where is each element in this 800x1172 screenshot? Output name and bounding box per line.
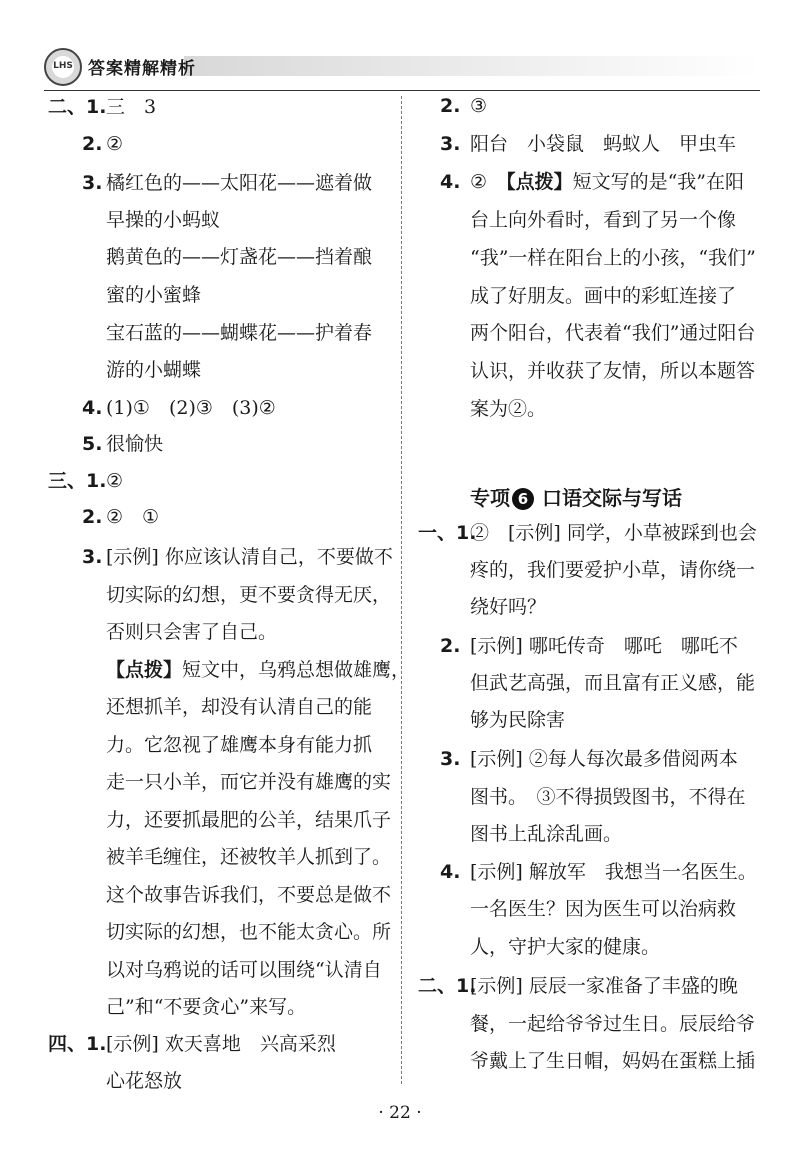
answer-text: ② — [470, 171, 488, 193]
answer-text: 短文中，乌鸦总想做雄鹰， — [182, 659, 411, 681]
question-number: 2. — [82, 506, 103, 528]
question-number: 3. — [440, 748, 461, 770]
page-number: · 22 · — [378, 1103, 422, 1123]
question-number: 3. — [440, 133, 461, 155]
answer-text: 橘红色的——太阳花——遮着做 — [106, 172, 373, 194]
answer-text: 游的小蝴蝶 — [106, 359, 202, 381]
answer-text: 案为②。 — [470, 398, 547, 420]
question-number: 2. — [440, 635, 461, 657]
header-title: 答案精解精析 — [88, 59, 196, 79]
answer-text: [示例] 你应该认清自己，不要做不 — [106, 546, 393, 568]
answer-text: 认识，并收获了友情，所以本题答 — [470, 360, 756, 382]
answer-text: 成了好朋友。画中的彩虹连接了 — [470, 285, 737, 307]
section-heading — [470, 482, 682, 511]
answer-text: 两个阳台，代表着“我们”通过阳台 — [470, 322, 756, 344]
header-band — [184, 56, 760, 76]
answer-text: ③ — [470, 95, 488, 117]
question-number: 3. — [82, 546, 103, 568]
answer-text: 这个故事告诉我们，不要总是做不 — [106, 884, 392, 906]
answer-text: 以对乌鸦说的话可以围绕“认清自 — [106, 959, 382, 981]
question-number: 4. — [82, 397, 103, 419]
question-number: 四、1. — [48, 1033, 107, 1055]
answer-text: ② — [106, 133, 124, 155]
answer-text: ② — [106, 470, 124, 492]
answer-text: 绕好吗？ — [470, 596, 547, 618]
answer-text: 否则只会害了自己。 — [106, 621, 278, 643]
question-number: 二、1. — [48, 96, 107, 118]
answer-text: 阳台 小袋鼠 蚂蚁人 甲虫车 — [470, 133, 737, 155]
answer-text: 力。它忽视了雄鹰本身有能力抓 — [106, 734, 373, 756]
answer-text: [示例] 解放军 我想当一名医生。 — [470, 861, 757, 883]
question-number: 3. — [82, 172, 103, 194]
answer-text: ② [示例] 同学，小草被踩到也会 — [470, 522, 757, 544]
answer-text: 鹅黄色的——灯盏花——挡着酿 — [106, 246, 373, 268]
answer-text: [示例] ②每人每次最多借阅两本 — [470, 748, 738, 770]
answer-text: 宝石蓝的——蝴蝶花——护着春 — [106, 322, 373, 344]
answer-text: [示例] 欢天喜地 兴高采烈 — [106, 1033, 336, 1055]
answer-text: (1)① (2)③ (3)② — [106, 397, 276, 419]
answer-text: 被羊毛缠住，还被牧羊人抓到了。 — [106, 846, 392, 868]
answer-text: 早操的小蚂蚁 — [106, 209, 221, 231]
question-number: 一、1. — [418, 522, 477, 544]
answer-text: 疼的，我们要爱护小草，请你绕一 — [470, 559, 756, 581]
question-number: 2. — [440, 95, 461, 117]
answer-text: ② ① — [106, 506, 160, 528]
page-header — [44, 44, 760, 91]
answer-text: 一名医生？因为医生可以治病救 — [470, 898, 737, 920]
answer-text: 切实际的幻想，更不要贪得无厌， — [106, 584, 392, 606]
publisher-logo: LHS — [44, 48, 82, 86]
answer-text: 走一只小羊，而它并没有雄鹰的实 — [106, 771, 392, 793]
hint-tag: 【点拨】 — [106, 659, 183, 681]
answer-text: 蜜的小蜜蜂 — [106, 284, 202, 306]
answer-text: [示例] 哪吒传奇 哪吒 哪吒不 — [470, 635, 738, 657]
question-number: 5. — [82, 433, 103, 455]
answer-text: 切实际的幻想，也不能太贪心。所 — [106, 921, 392, 943]
question-number: 4. — [440, 171, 461, 193]
column-divider — [401, 96, 402, 1084]
section-title-text: 口语交际与写话 — [542, 486, 682, 510]
answer-text: 图书。 ③不得损毁图书，不得在 — [470, 786, 746, 808]
answer-text: 图书上乱涂乱画。 — [470, 823, 623, 845]
question-number: 二、1. — [418, 975, 477, 997]
answer-text: 三 3 — [106, 96, 157, 118]
answer-text: 够为民除害 — [470, 709, 566, 731]
question-number: 三、1. — [48, 470, 107, 492]
answer-text: 但武艺高强，而且富有正义感，能 — [470, 672, 756, 694]
answer-text: [示例] 辰辰一家准备了丰盛的晚 — [470, 975, 738, 997]
answer-text: 人，守护大家的健康。 — [470, 936, 661, 958]
answer-text: 还想抓羊，却没有认清自己的能 — [106, 696, 373, 718]
question-number: 2. — [82, 133, 103, 155]
answer-text: 己”和“不要贪心”来写。 — [106, 996, 307, 1018]
question-number: 4. — [440, 861, 461, 883]
answer-text: 爷戴上了生日帽，妈妈在蛋糕上插 — [470, 1050, 756, 1072]
section-number-badge: 6 — [512, 488, 534, 510]
answer-text: 餐，一起给爷爷过生日。辰辰给爷 — [470, 1013, 756, 1035]
answer-text: 短文写的是“我”在阳 — [572, 171, 745, 193]
answer-text: “我”一样在阳台上的小孩，“我们” — [470, 247, 756, 269]
answer-text: 心花怒放 — [106, 1070, 183, 1092]
answer-text: 台上向外看时，看到了另一个像 — [470, 209, 737, 231]
answer-text: 力，还要抓最肥的公羊，结果爪子 — [106, 809, 392, 831]
hint-tag: 【点拨】 — [506, 171, 573, 193]
answer-text: 很愉快 — [106, 433, 164, 455]
section-prefix: 专项 — [470, 486, 510, 510]
